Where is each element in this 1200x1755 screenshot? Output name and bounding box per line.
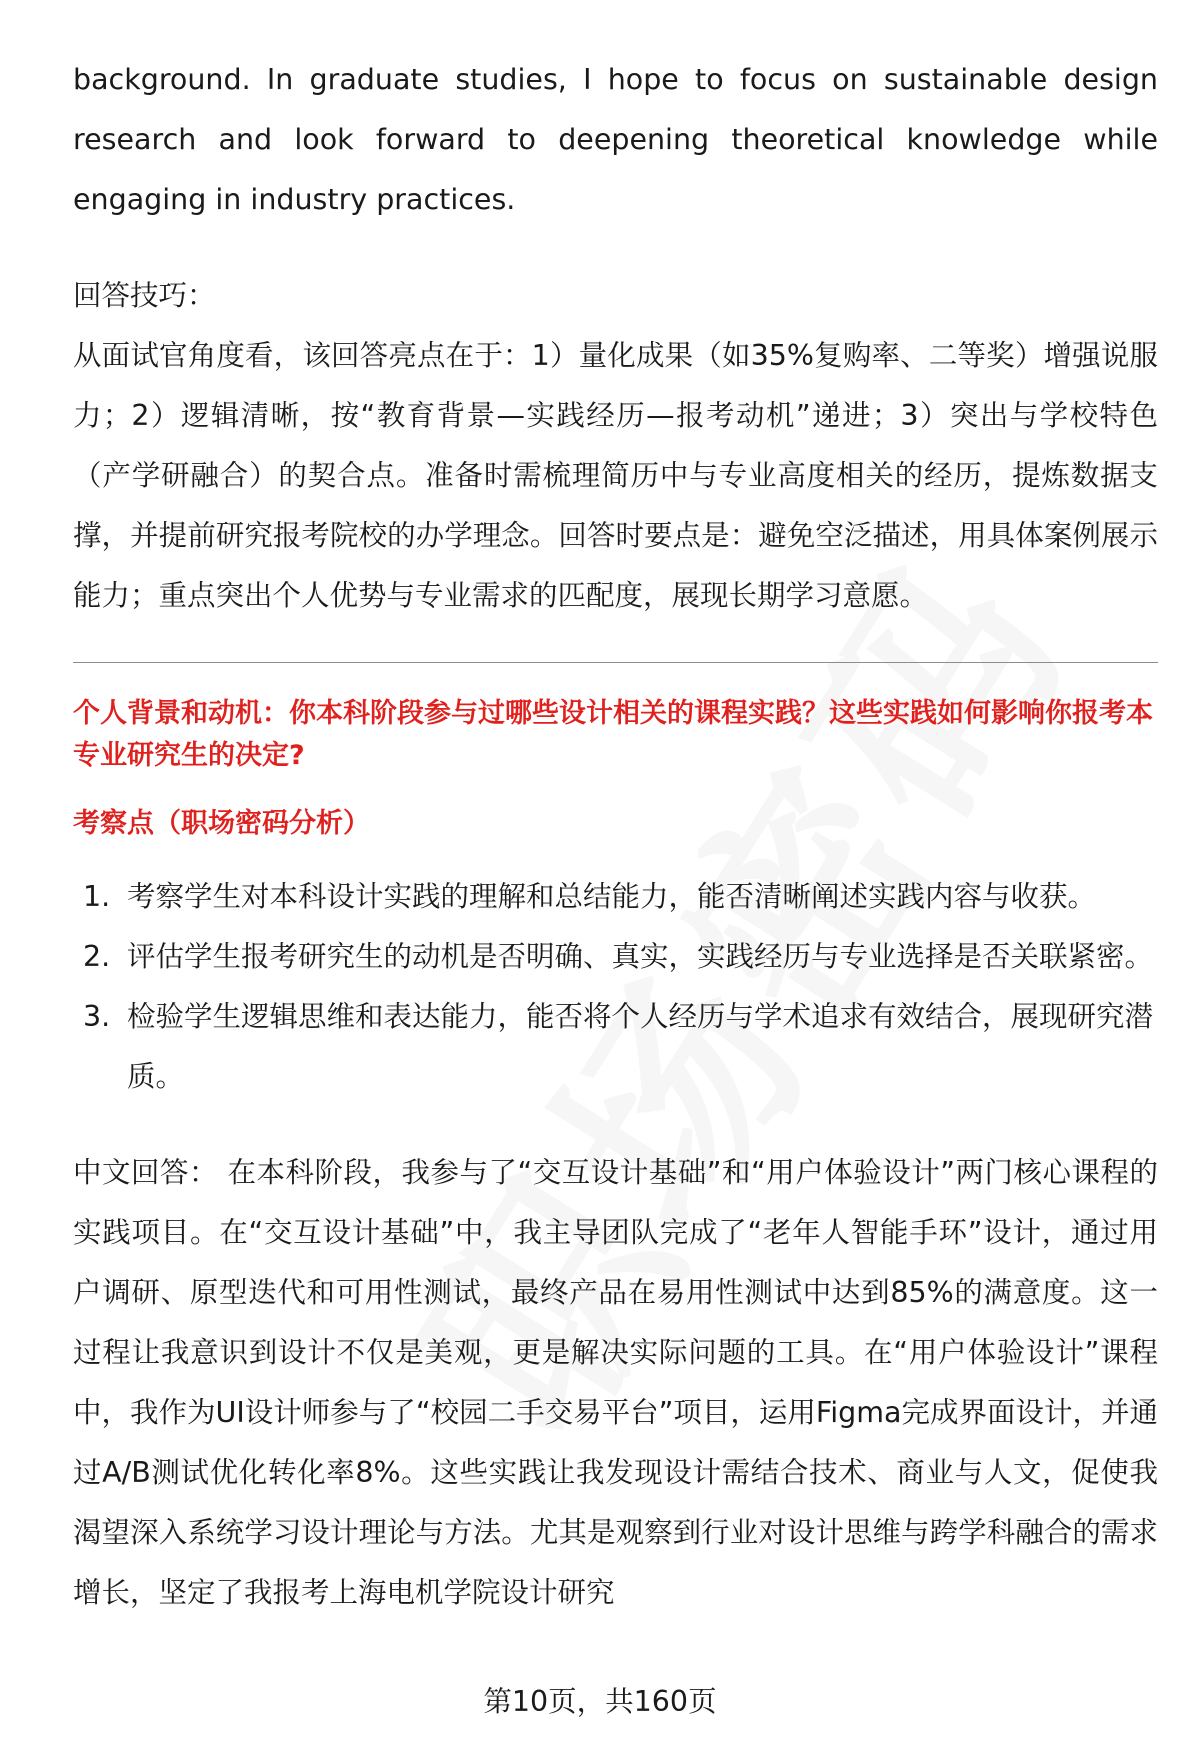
focus-points-list <box>73 867 1158 1107</box>
question-heading: 个人背景和动机：你本科阶段参与过哪些设计相关的课程实践？这些实践如何影响你报考本专业研究生的决定? <box>73 698 1153 771</box>
tips-paragraph: 从面试官角度看，该回答亮点在于：1）量化成果（如35%复购率、二等奖）增强说服力；2）逻辑清晰，按“教育背景—实践经历—报考动机”递进；3）突出与学校特色（产学研融合）的契合点。准备时需梳理简历中与专业高度相关的经历，提炼数据支撑，并提前研究报考院校的办学理念。回答时要点是：避免空泛描述，用具体案例展示能力；重点突出个人优势与专业需求的匹配度，展现长期学习意愿。 <box>73 339 1158 612</box>
focus-point <box>73 867 1158 927</box>
answer-paragraph: 中文回答： 在本科阶段，我参与了“交互设计基础”和“用户体验设计”两门核心课程的实践项目。在“交互设计基础”中，我主导团队完成了“老年人智能手环”设计，通过用户调研、原型迭代和可用性测试，最终产品在易用性测试中达到85%的满意度。这一过程让我意识到设计不仅是美观，更是解决实际问题的工具。在“用户体验设计”课程中，我作为UI设计师参与了“校园二手交易平台”项目，运用Figma完成界面设计，并通过A/B测试优化转化率8%。这些实践让我发现设计需结合技术、商业与人文，促使我渴望深入系统学习设计理论与方法。尤其是观察到行业对设计思维与跨学科融合的需求增长，坚定了我报考上海电机学院设计研究 <box>73 1156 1158 1609</box>
focus-heading: 考察点（职场密码分析） <box>73 808 370 839</box>
focus-point-number: 2. <box>83 940 111 973</box>
focus-point-text: 评估学生报考研究生的动机是否明确、真实，实践经历与专业选择是否关联紧密。 <box>127 940 1154 973</box>
document-body <box>73 50 1158 1623</box>
focus-point <box>73 927 1158 987</box>
page-indicator: 第10页，共160页 <box>483 1685 717 1718</box>
focus-point-number: 1. <box>83 880 111 913</box>
focus-point-text: 检验学生逻辑思维和表达能力，能否将个人经历与学术追求有效结合，展现研究潜质。 <box>127 1000 1154 1093</box>
focus-point-number: 3. <box>83 1000 111 1033</box>
focus-point-text: 考察学生对本科设计实践的理解和总结能力，能否清晰阐述实践内容与收获。 <box>127 880 1097 913</box>
intro-paragraph: background. In graduate studies, I hope to focus on sustainable design research and look forward to deepening theoretical knowledge while engaging in industry practices. <box>73 63 1158 216</box>
focus-point <box>73 987 1158 1107</box>
section-divider <box>73 662 1158 663</box>
tips-label: 回答技巧： <box>73 279 216 312</box>
